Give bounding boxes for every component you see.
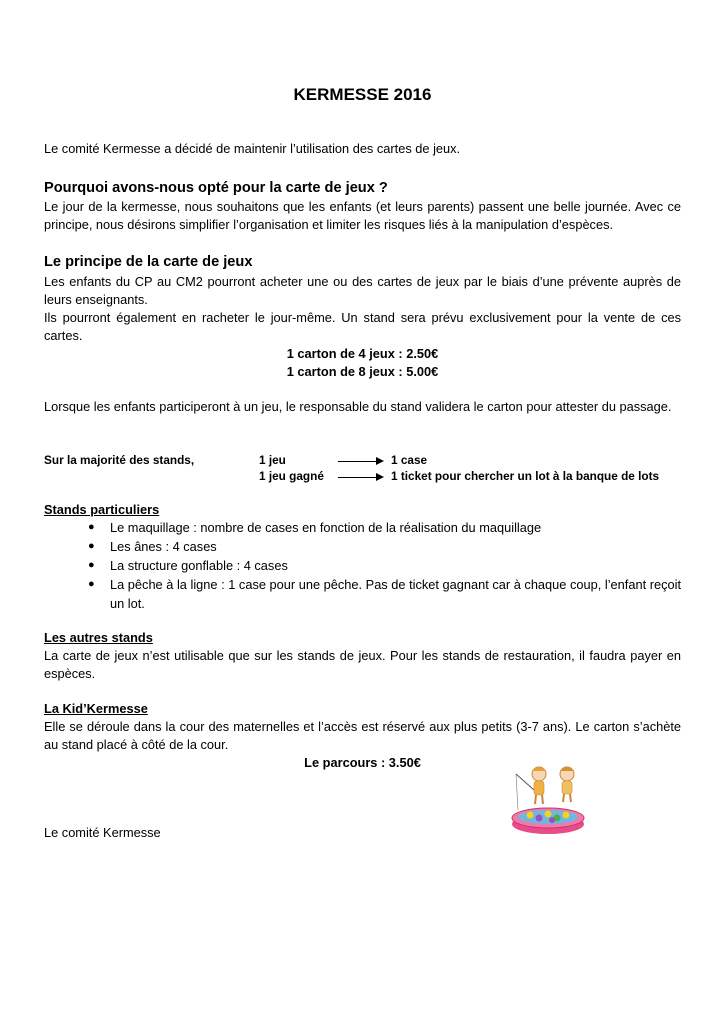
signature: Le comité Kermesse	[44, 825, 161, 840]
price-carton-8: 1 carton de 8 jeux : 5.00€	[286, 364, 439, 379]
bullet-icon: ●	[88, 540, 95, 552]
section-heading-autres-stands: Les autres stands	[44, 630, 153, 645]
intro-text: Le comité Kermesse a décidé de maintenir l’utilisation des cartes de jeux.	[44, 141, 461, 156]
page-title: KERMESSE 2016	[293, 85, 432, 104]
rule-row1-right: 1 case	[391, 453, 428, 467]
rule-row2-right: 1 ticket pour chercher un lot à la banque de lots	[391, 469, 660, 483]
principe-para-1: Les enfants du CP au CM2 pourront acheter une ou des cartes de jeux par le biais d’une prévente auprès de leurs enseignants.	[44, 274, 681, 307]
bullet-icon: ●	[88, 521, 95, 533]
rule-row2-left: 1 jeu gagné	[259, 469, 324, 483]
autres-stands-body: La carte de jeux n’est utilisable que sur les stands de jeux. Pour les stands de restauration, il faudra payer en espèces.	[44, 648, 681, 681]
section-heading-kid-kermesse: La Kid’Kermesse	[44, 701, 148, 716]
rule-row1-left: 1 jeu	[259, 453, 286, 467]
arrow-right-icon	[338, 461, 382, 462]
section-heading-pourquoi: Pourquoi avons-nous opté pour la carte de jeux ?	[44, 180, 388, 196]
kid-kermesse-body: Elle se déroule dans la cour des maternelles et l’accès est réservé aux plus petits (3-7 ans). Le carton s’achète au stand placé à côté de la cour.	[44, 719, 681, 752]
section-heading-principe: Le principe de la carte de jeux	[44, 254, 253, 270]
list-item: ● La pêche à la ligne : 1 case pour une pêche. Pas de ticket gagnant car à chaque coup, l’enfant reçoit un lot.	[88, 577, 681, 611]
principe-para-3: Lorsque les enfants participeront à un jeu, le responsable du stand validera le carton pour attester du passage.	[44, 399, 672, 414]
list-item: ● Les ânes : 4 cases	[88, 539, 217, 554]
list-item: ● Le maquillage : nombre de cases en fonction de la réalisation du maquillage	[88, 520, 542, 535]
price-carton-4: 1 carton de 4 jeux : 2.50€	[286, 346, 439, 361]
section-body-pourquoi: Le jour de la kermesse, nous souhaitons que les enfants (et leurs parents) passent une belle journée. Avec ce principe, nous désirons simplifier l’organisation et limiter les risques liés à la manipulation d’espèces.	[44, 199, 681, 232]
section-heading-stands-particuliers: Stands particuliers	[44, 502, 160, 517]
stands-rule-label: Sur la majorité des stands,	[44, 453, 195, 467]
stands-particuliers-list	[44, 518, 681, 613]
list-item: ● La structure gonflable : 4 cases	[88, 558, 288, 573]
arrow-right-icon	[338, 477, 382, 478]
children-fishing-pond-icon	[506, 760, 590, 836]
principe-para-2: Ils pourront également en racheter le jour-même. Un stand sera prévu exclusivement pour la vente de ces cartes.	[44, 310, 681, 343]
bullet-icon: ●	[88, 559, 95, 571]
bullet-icon: ●	[88, 578, 95, 590]
price-parcours: Le parcours : 3.50€	[304, 755, 421, 770]
